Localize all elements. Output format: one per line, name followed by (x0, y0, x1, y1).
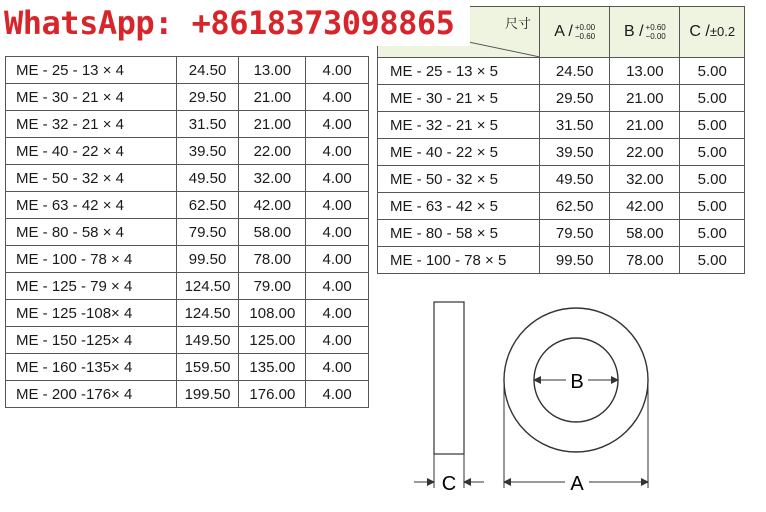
cell-c: 4.00 (306, 111, 369, 138)
cell-name: ME - 150 -125× 4 (6, 327, 177, 354)
cell-name: ME - 80 - 58 × 4 (6, 219, 177, 246)
cell-a: 29.50 (176, 84, 239, 111)
cell-name: ME - 100 - 78 × 4 (6, 246, 177, 273)
cell-c: 4.00 (306, 246, 369, 273)
cell-c: 5.00 (680, 193, 745, 220)
cell-b: 58.00 (239, 219, 306, 246)
cell-b: 21.00 (610, 112, 680, 139)
table-row (6, 111, 369, 138)
cell-name: ME - 50 - 32 × 5 (378, 166, 540, 193)
table-row (6, 84, 369, 111)
cell-b: 22.00 (610, 139, 680, 166)
cell-a: 149.50 (176, 327, 239, 354)
table-row (378, 112, 745, 139)
cell-b: 21.00 (239, 84, 306, 111)
cell-name: ME - 25 - 13 × 4 (6, 57, 177, 84)
table-row (6, 57, 369, 84)
whatsapp-watermark: WhatsApp: +8618373098865 (0, 0, 470, 46)
cell-name: ME - 63 - 42 × 5 (378, 193, 540, 220)
dim-label-b: B (570, 371, 584, 393)
ring-side-view (434, 302, 464, 454)
cell-b: 13.00 (239, 57, 306, 84)
cell-name: ME - 40 - 22 × 4 (6, 138, 177, 165)
table-row (378, 220, 745, 247)
header-b-label: B / (623, 22, 644, 40)
table-row (378, 58, 745, 85)
header-b-tol-minus: −0.00 (645, 32, 666, 42)
cell-c: 5.00 (680, 166, 745, 193)
cell-b: 21.00 (610, 85, 680, 112)
cell-c: 4.00 (306, 354, 369, 381)
dimension-table-right-body (378, 7, 745, 274)
cell-a: 24.50 (176, 57, 239, 84)
corner-label: 尺寸 (505, 16, 532, 31)
table-row (378, 85, 745, 112)
cell-name: ME - 160 -135× 4 (6, 354, 177, 381)
cell-c: 4.00 (306, 273, 369, 300)
table-row (6, 327, 369, 354)
cell-b: 78.00 (610, 247, 680, 274)
cell-c: 5.00 (680, 112, 745, 139)
cell-a: 39.50 (540, 139, 610, 166)
cell-c: 4.00 (306, 192, 369, 219)
table-row (6, 138, 369, 165)
cell-c: 4.00 (306, 57, 369, 84)
cell-b: 78.00 (239, 246, 306, 273)
cell-b: 125.00 (239, 327, 306, 354)
cell-name: ME - 30 - 21 × 5 (378, 85, 540, 112)
cell-a: 39.50 (176, 138, 239, 165)
cell-c: 4.00 (306, 84, 369, 111)
cell-b: 108.00 (239, 300, 306, 327)
cell-a: 62.50 (176, 192, 239, 219)
header-b (610, 7, 680, 58)
table-row (6, 354, 369, 381)
cell-c: 4.00 (306, 300, 369, 327)
cell-name: ME - 25 - 13 × 5 (378, 58, 540, 85)
cell-a: 99.50 (540, 247, 610, 274)
header-a-tol-minus: −0.60 (574, 32, 596, 42)
cell-c: 4.00 (306, 138, 369, 165)
cell-b: 176.00 (239, 381, 306, 408)
dimension-table-left (5, 56, 369, 408)
cell-c: 5.00 (680, 58, 745, 85)
cell-name: ME - 200 -176× 4 (6, 381, 177, 408)
table-row (6, 165, 369, 192)
cell-name: ME - 40 - 22 × 5 (378, 139, 540, 166)
dim-label-a: A (570, 473, 584, 495)
cell-a: 124.50 (176, 300, 239, 327)
cell-c: 4.00 (306, 165, 369, 192)
cell-a: 49.50 (540, 166, 610, 193)
cell-name: ME - 32 - 21 × 4 (6, 111, 177, 138)
cell-a: 99.50 (176, 246, 239, 273)
header-c-label: C / (689, 23, 710, 40)
cell-b: 13.00 (610, 58, 680, 85)
cell-a: 49.50 (176, 165, 239, 192)
dim-label-c: C (441, 473, 457, 495)
cell-b: 79.00 (239, 273, 306, 300)
cell-c: 4.00 (306, 381, 369, 408)
dimension-table-right (377, 6, 745, 274)
cell-a: 199.50 (176, 381, 239, 408)
cell-name: ME - 32 - 21 × 5 (378, 112, 540, 139)
header-a-tol-plus: +0.00 (574, 23, 596, 33)
ring-dimension-drawing (400, 290, 666, 500)
cell-b: 32.00 (610, 166, 680, 193)
cell-a: 79.50 (176, 219, 239, 246)
cell-name: ME - 30 - 21 × 4 (6, 84, 177, 111)
header-c-tolerance: ±0.2 (709, 24, 736, 39)
cell-a: 159.50 (176, 354, 239, 381)
cell-name: ME - 125 - 79 × 4 (6, 273, 177, 300)
cell-b: 32.00 (239, 165, 306, 192)
header-a (540, 7, 610, 58)
cell-name: ME - 80 - 58 × 5 (378, 220, 540, 247)
cell-name: ME - 125 -108× 4 (6, 300, 177, 327)
cell-c: 4.00 (306, 327, 369, 354)
header-a-label: A / (554, 22, 573, 40)
cell-a: 62.50 (540, 193, 610, 220)
cell-c: 5.00 (680, 139, 745, 166)
cell-a: 31.50 (176, 111, 239, 138)
cell-b: 42.00 (239, 192, 306, 219)
table-row (378, 166, 745, 193)
table-row (378, 247, 745, 274)
cell-c: 5.00 (680, 85, 745, 112)
table-row (378, 193, 745, 220)
cell-b: 21.00 (239, 111, 306, 138)
cell-c: 5.00 (680, 220, 745, 247)
cell-b: 42.00 (610, 193, 680, 220)
header-b-tolerance (646, 23, 666, 41)
cell-a: 29.50 (540, 85, 610, 112)
table-row (6, 273, 369, 300)
cell-name: ME - 100 - 78 × 5 (378, 247, 540, 274)
cell-b: 58.00 (610, 220, 680, 247)
table-row (6, 300, 369, 327)
table-row (6, 381, 369, 408)
cell-a: 31.50 (540, 112, 610, 139)
cell-a: 24.50 (540, 58, 610, 85)
cell-b: 135.00 (239, 354, 306, 381)
header-a-tolerance (575, 23, 595, 41)
cell-a: 124.50 (176, 273, 239, 300)
cell-name: ME - 50 - 32 × 4 (6, 165, 177, 192)
table-row (378, 139, 745, 166)
cell-a: 79.50 (540, 220, 610, 247)
header-b-tol-plus: +0.60 (645, 23, 666, 33)
table-row (6, 192, 369, 219)
table-row (6, 219, 369, 246)
cell-name: ME - 63 - 42 × 4 (6, 192, 177, 219)
table-row (6, 246, 369, 273)
cell-c: 4.00 (306, 219, 369, 246)
dimension-table-left-body (6, 57, 369, 408)
cell-b: 22.00 (239, 138, 306, 165)
header-c (680, 7, 745, 58)
cell-c: 5.00 (680, 247, 745, 274)
